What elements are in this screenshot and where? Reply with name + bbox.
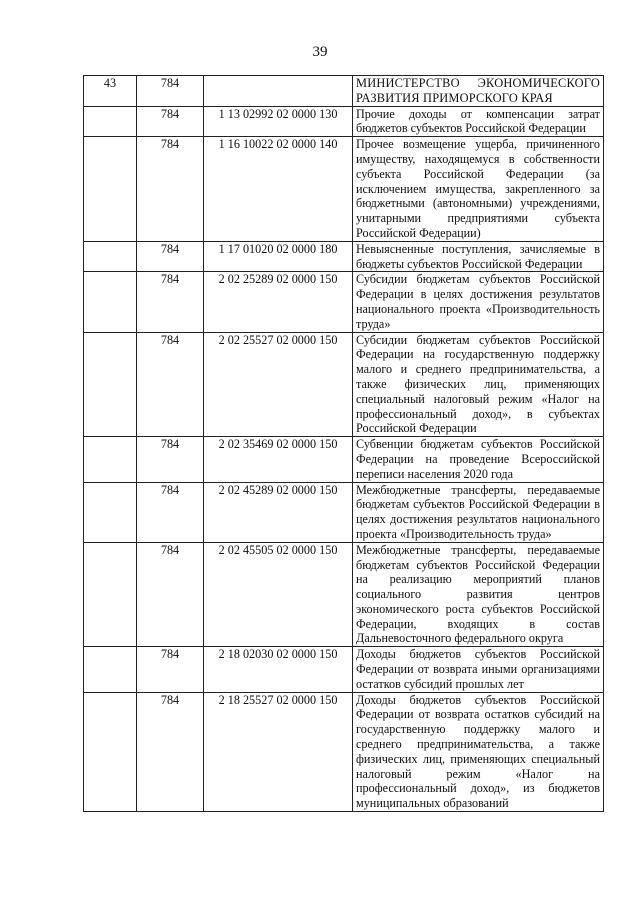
table-row	[84, 76, 604, 107]
budget-code-cell	[204, 76, 353, 107]
budget-code-cell: 2 02 25527 02 0000 150	[204, 332, 353, 437]
description-cell: Субсидии бюджетам субъектов Российской Федерации на государственную поддержку малого и среднего предпринимательства, а также физических лиц, применяющих специальный налоговый режим «Налог на профессиональный доход», в субъектах Российской Федерации	[353, 332, 604, 437]
admin-code-cell: 784	[137, 692, 204, 811]
admin-code-cell: 784	[137, 241, 204, 272]
description-cell: Невыясненные поступления, зачисляемые в бюджеты субъектов Российской Федерации	[353, 241, 604, 272]
description-cell: МИНИСТЕРСТВО ЭКОНОМИЧЕСКОГО РАЗВИТИЯ ПРИМОРСКОГО КРАЯ	[353, 76, 604, 107]
budget-code-cell: 2 02 35469 02 0000 150	[204, 437, 353, 482]
description-cell: Субсидии бюджетам субъектов Российской Федерации в целях достижения результатов национального проекта «Производительность труда»	[353, 272, 604, 332]
table-row	[84, 137, 604, 242]
table-row	[84, 542, 604, 647]
row-number-cell	[84, 272, 137, 332]
budget-code-cell: 2 18 25527 02 0000 150	[204, 692, 353, 811]
row-number-cell	[84, 692, 137, 811]
description-cell: Межбюджетные трансферты, передаваемые бюджетам субъектов Российской Федерации на реализацию мероприятий планов социального развития центров экономического роста субъектов Российской Федерации, входящих в состав Дальневосточного федерального округа	[353, 542, 604, 647]
row-number-cell	[84, 106, 137, 137]
table-row	[84, 692, 604, 811]
table-row	[84, 437, 604, 482]
row-number-cell	[84, 542, 137, 647]
row-number-cell	[84, 437, 137, 482]
admin-code-cell: 784	[137, 76, 204, 107]
admin-code-cell: 784	[137, 332, 204, 437]
budget-code-cell: 1 16 10022 02 0000 140	[204, 137, 353, 242]
row-number-cell	[84, 647, 137, 692]
table-row	[84, 482, 604, 542]
row-number-cell	[84, 241, 137, 272]
description-cell: Доходы бюджетов субъектов Российской Федерации от возврата иными организациями остатков субсидий прошлых лет	[353, 647, 604, 692]
table-body	[84, 76, 604, 812]
budget-code-cell: 2 02 45289 02 0000 150	[204, 482, 353, 542]
budget-code-cell: 1 13 02992 02 0000 130	[204, 106, 353, 137]
row-number-cell	[84, 482, 137, 542]
revenue-codes-table	[83, 75, 604, 812]
description-cell: Субвенции бюджетам субъектов Российской Федерации на проведение Всероссийской переписи населения 2020 года	[353, 437, 604, 482]
admin-code-cell: 784	[137, 482, 204, 542]
row-number-cell	[84, 332, 137, 437]
row-number-cell	[84, 137, 137, 242]
description-cell: Доходы бюджетов субъектов Российской Федерации от возврата остатков субсидий на государственную поддержку малого и среднего предпринимательства, а также физических лиц, применяющих специальный налоговый режим «Налог на профессиональный доход», из бюджетов муниципальных образований	[353, 692, 604, 811]
table-row	[84, 272, 604, 332]
description-cell: Прочие доходы от компенсации затрат бюджетов субъектов Российской Федерации	[353, 106, 604, 137]
row-number-cell: 43	[84, 76, 137, 107]
budget-code-cell: 2 02 25289 02 0000 150	[204, 272, 353, 332]
table-row	[84, 241, 604, 272]
admin-code-cell: 784	[137, 542, 204, 647]
admin-code-cell: 784	[137, 137, 204, 242]
table-row	[84, 647, 604, 692]
budget-code-cell: 2 18 02030 02 0000 150	[204, 647, 353, 692]
description-cell: Межбюджетные трансферты, передаваемые бюджетам субъектов Российской Федерации в целях достижения результатов национального проекта «Производительность труда»	[353, 482, 604, 542]
admin-code-cell: 784	[137, 272, 204, 332]
admin-code-cell: 784	[137, 647, 204, 692]
table-row	[84, 332, 604, 437]
budget-code-cell: 1 17 01020 02 0000 180	[204, 241, 353, 272]
page-number: 39	[312, 44, 328, 60]
table-row	[84, 106, 604, 137]
description-cell: Прочее возмещение ущерба, причиненного имуществу, находящемуся в собственности субъекта Российской Федерации (за исключением имущества, закрепленного за бюджетными (автономными) учреждениями, унитарными предприятиями субъекта Российской Федерации)	[353, 137, 604, 242]
admin-code-cell: 784	[137, 106, 204, 137]
admin-code-cell: 784	[137, 437, 204, 482]
budget-code-cell: 2 02 45505 02 0000 150	[204, 542, 353, 647]
